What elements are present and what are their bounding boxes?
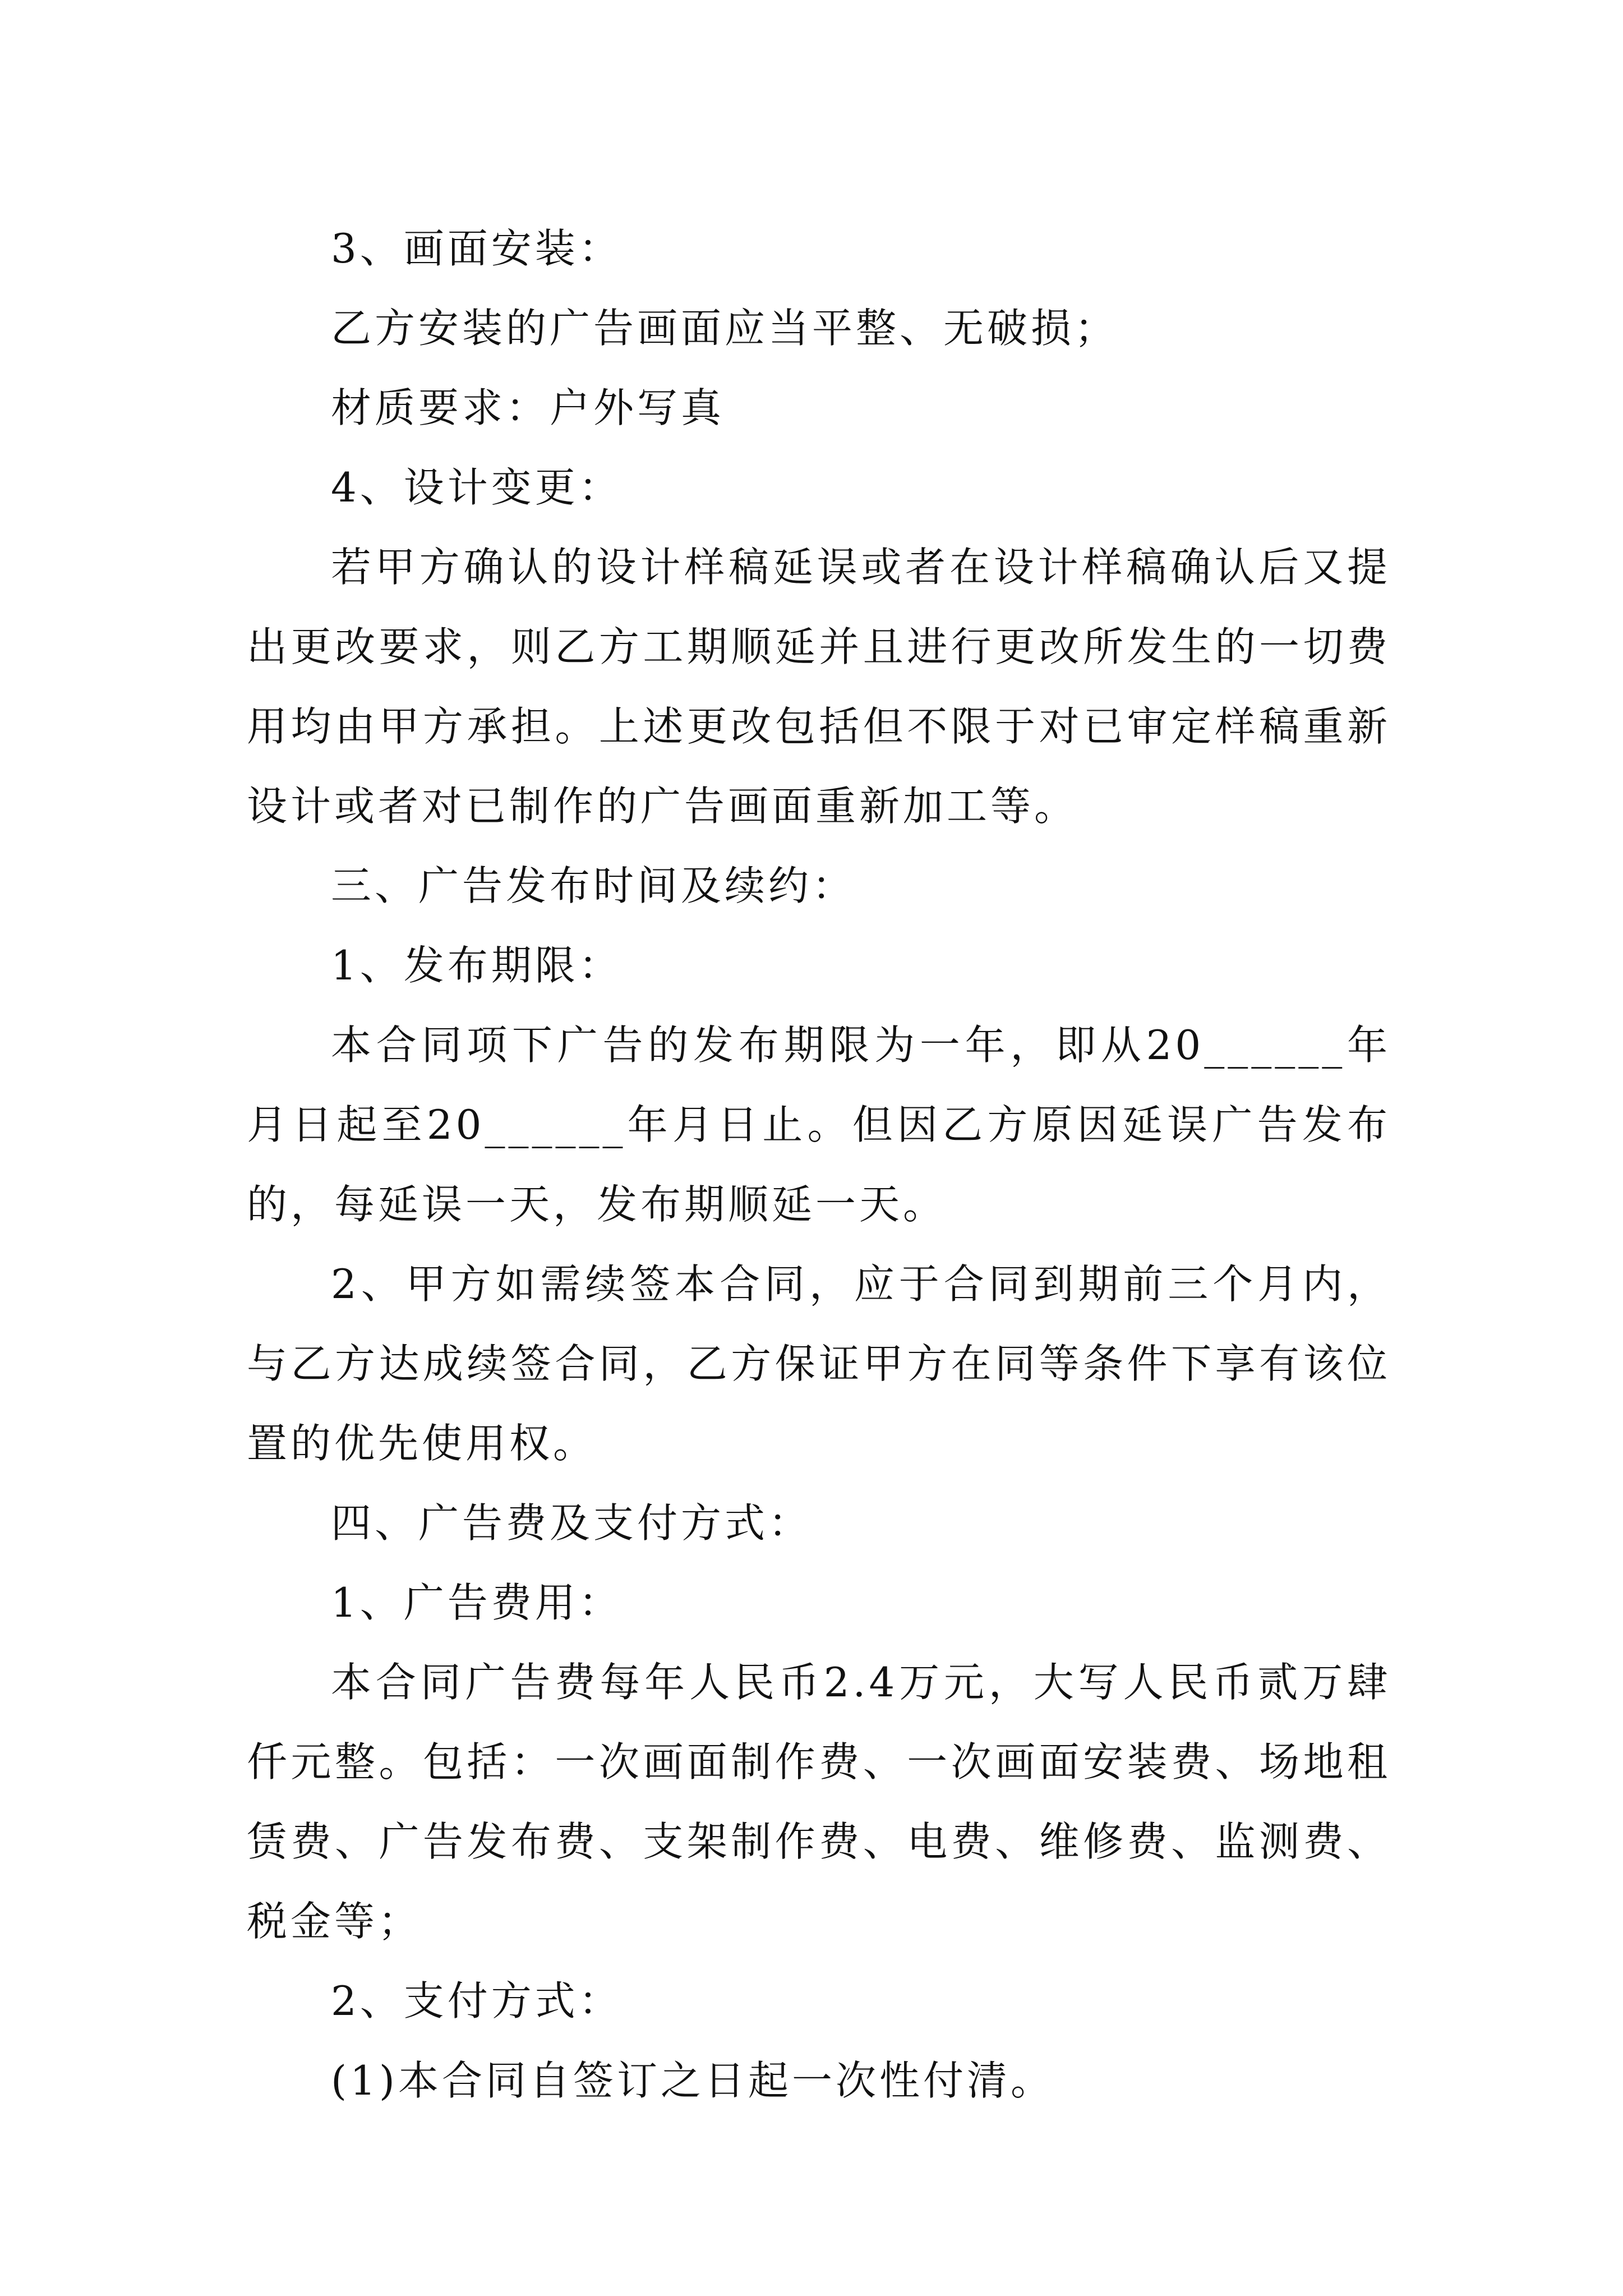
clause-heading: 1、发布期限： (331, 942, 623, 989)
clause-text: 本合同项下广告的发布期限为一年，即从20______年月日起至20______年月日止。但因乙方原因延误广告发布的，每延误一天，发布期顺延一天。 (247, 1022, 1391, 1228)
clause-heading: 2、支付方式： (331, 1977, 623, 2024)
clause-text: 材质要求：户外写真 (331, 384, 725, 431)
clause-text: 本合同广告费每年人民币2.4万元，大写人民币贰万肆仟元整。包括：一次画面制作费、一次画面安装费、场地租赁费、广告发布费、支架制作费、电费、维修费、监测费、税金等； (247, 1659, 1391, 1945)
section-heading: 三、广告发布时间及续约： (331, 862, 856, 909)
clause-heading: 4、设计变更： (331, 464, 623, 511)
clause-heading: 1、广告费用： (331, 1579, 623, 1626)
clause-text: 2、甲方如需续签本合同，应于合同到期前三个月内，与乙方达成续签合同，乙方保证甲方在同等条件下享有该位置的优先使用权。 (247, 1260, 1391, 1467)
section-heading: 四、广告费及支付方式： (331, 1499, 813, 1547)
clause-text: (1)本合同自签订之日起一次性付清。 (331, 2057, 1054, 2104)
clause-heading: 3、画面安装： (331, 225, 623, 272)
document-body (247, 209, 1391, 2120)
clause-text: 若甲方确认的设计样稿延误或者在设计样稿确认后又提出更改要求，则乙方工期顺延并且进行更改所发生的一切费用均由甲方承担。上述更改包括但不限于对已审定样稿重新设计或者对已制作的广告画面重新加工等。 (247, 544, 1391, 830)
clause-text: 乙方安装的广告画面应当平整、无破损； (331, 305, 1119, 352)
